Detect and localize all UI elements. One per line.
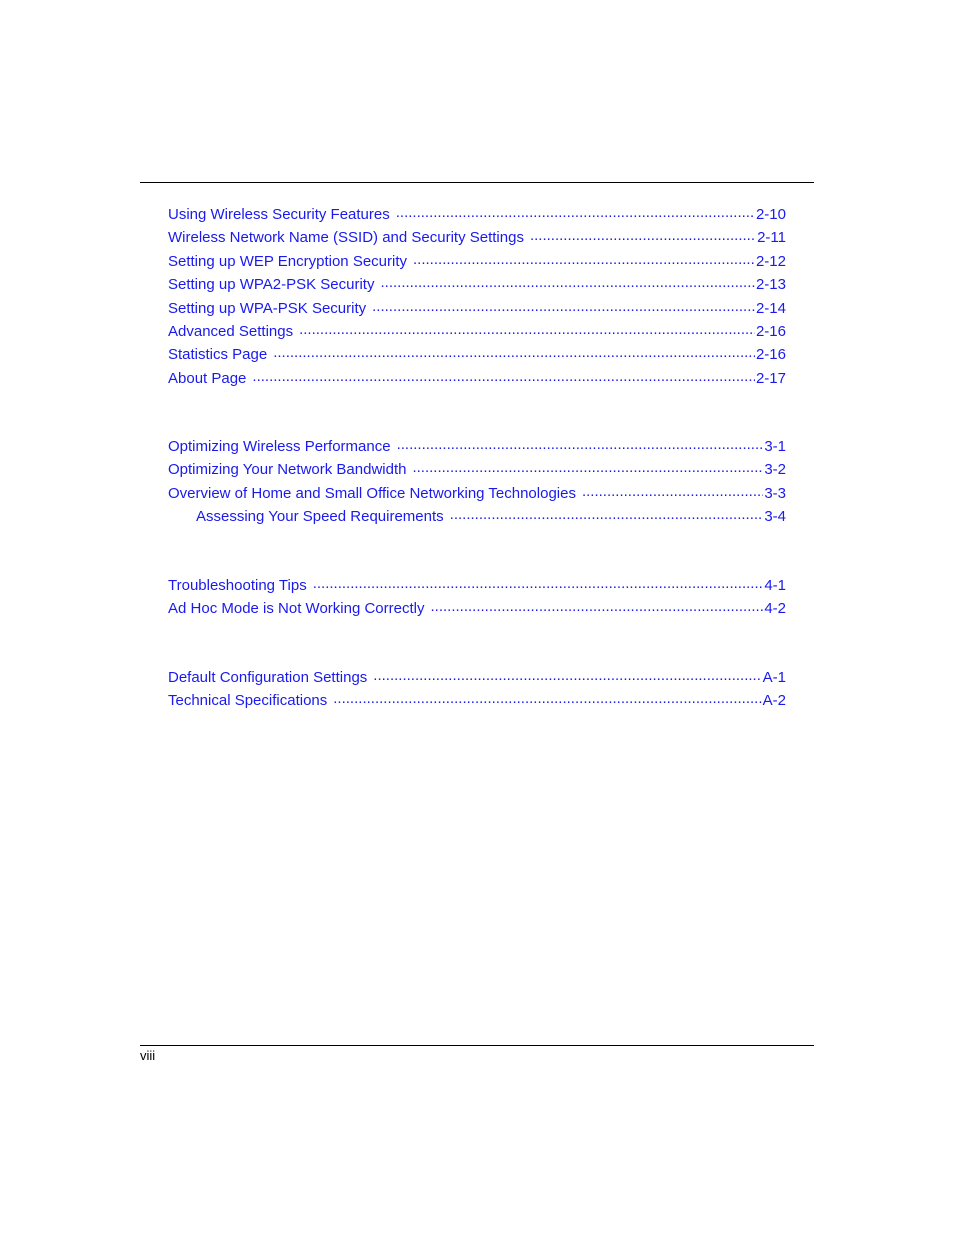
footer-rule [140,1045,814,1046]
dot-leader [530,227,756,242]
toc-entry-title: Overview of Home and Small Office Networking Technologies [168,484,576,502]
dot-leader [373,667,761,682]
toc-entry-page: 2-16 [755,346,786,364]
dot-leader [430,598,763,613]
toc-entry-title: Optimizing Your Network Bandwidth [168,461,407,479]
dot-leader [397,436,764,451]
toc-entry-page: 3-2 [764,461,786,479]
toc-group-section-4 [168,575,786,622]
page-number: viii [140,1048,156,1063]
toc-entry-troubleshooting-tips[interactable] [168,575,786,598]
dot-leader [313,575,764,590]
toc-entry-title: Technical Specifications [168,692,328,710]
toc-entry-page: 3-1 [764,438,786,455]
toc-entry-title: Assessing Your Speed Requirements [196,508,444,526]
toc-entry-title: Statistics Page [168,346,268,364]
toc-entry-title: Default Configuration Settings [168,669,368,686]
toc-entry-title: Advanced Settings [168,322,294,340]
toc-entry-page: 2-17 [755,369,786,387]
toc-entry-about-page[interactable] [168,368,786,391]
toc-entry-title: Optimizing Wireless Performance [168,438,391,455]
dot-leader [380,274,754,289]
toc-entry-setting-up-wpa-psk[interactable] [168,298,786,321]
toc-entry-title: Setting up WPA-PSK Security [168,299,367,317]
toc-group-section-3 [168,436,786,530]
toc-entry-page: 4-1 [764,577,786,594]
toc-entry-title: About Page [168,369,247,387]
toc-entry-page: 4-2 [764,600,786,618]
toc-entry-title: Setting up WPA2-PSK Security [168,276,375,294]
toc-entry-wireless-network-name-ssid[interactable] [168,227,786,250]
dot-leader [273,344,755,359]
toc-entry-title: Ad Hoc Mode is Not Working Correctly [168,600,425,618]
toc-entry-page: 2-16 [755,322,786,340]
toc-entry-page: 2-10 [755,206,786,223]
toc-entry-page: 2-11 [757,229,786,247]
dot-leader [412,459,763,474]
toc-entry-statistics-page[interactable] [168,344,786,367]
dot-leader [252,368,755,383]
header-rule [140,182,814,183]
toc-entry-technical-specifications[interactable] [168,690,786,713]
toc-entry-page: A-2 [762,692,786,710]
toc-entry-optimizing-wireless-performance[interactable] [168,436,786,459]
toc-entry-using-wireless-security-features[interactable] [168,204,786,227]
toc-group-section-2 [168,204,786,391]
toc-entry-page: 2-12 [755,252,786,270]
toc-entry-advanced-settings[interactable] [168,321,786,344]
dot-leader [582,483,763,498]
toc-entry-optimizing-network-bandwidth[interactable] [168,459,786,482]
toc-group-appendix-a [168,667,786,714]
toc-entry-page: 2-13 [755,276,786,294]
toc-entry-assessing-speed-requirements[interactable] [168,506,786,529]
toc-entry-page: 3-3 [764,484,786,502]
toc-entry-title: Using Wireless Security Features [168,206,390,223]
toc-entry-setting-up-wep[interactable] [168,251,786,274]
toc-entry-title: Setting up WEP Encryption Security [168,252,408,270]
toc-entry-overview-networking-technologies[interactable] [168,483,786,506]
toc-entry-page: 3-4 [764,508,786,526]
toc-entry-ad-hoc-mode[interactable] [168,598,786,621]
dot-leader [396,204,755,219]
toc-entry-page: 2-14 [755,299,786,317]
toc-entry-title: Troubleshooting Tips [168,577,307,594]
toc-entry-page: A-1 [762,669,786,686]
dot-leader [333,690,761,705]
toc-entry-setting-up-wpa2-psk[interactable] [168,274,786,297]
dot-leader [372,298,755,313]
dot-leader [413,251,755,266]
toc-entry-default-configuration-settings[interactable] [168,667,786,690]
toc-entry-title: Wireless Network Name (SSID) and Security Settings [168,229,524,247]
dot-leader [450,506,764,521]
dot-leader [299,321,755,336]
